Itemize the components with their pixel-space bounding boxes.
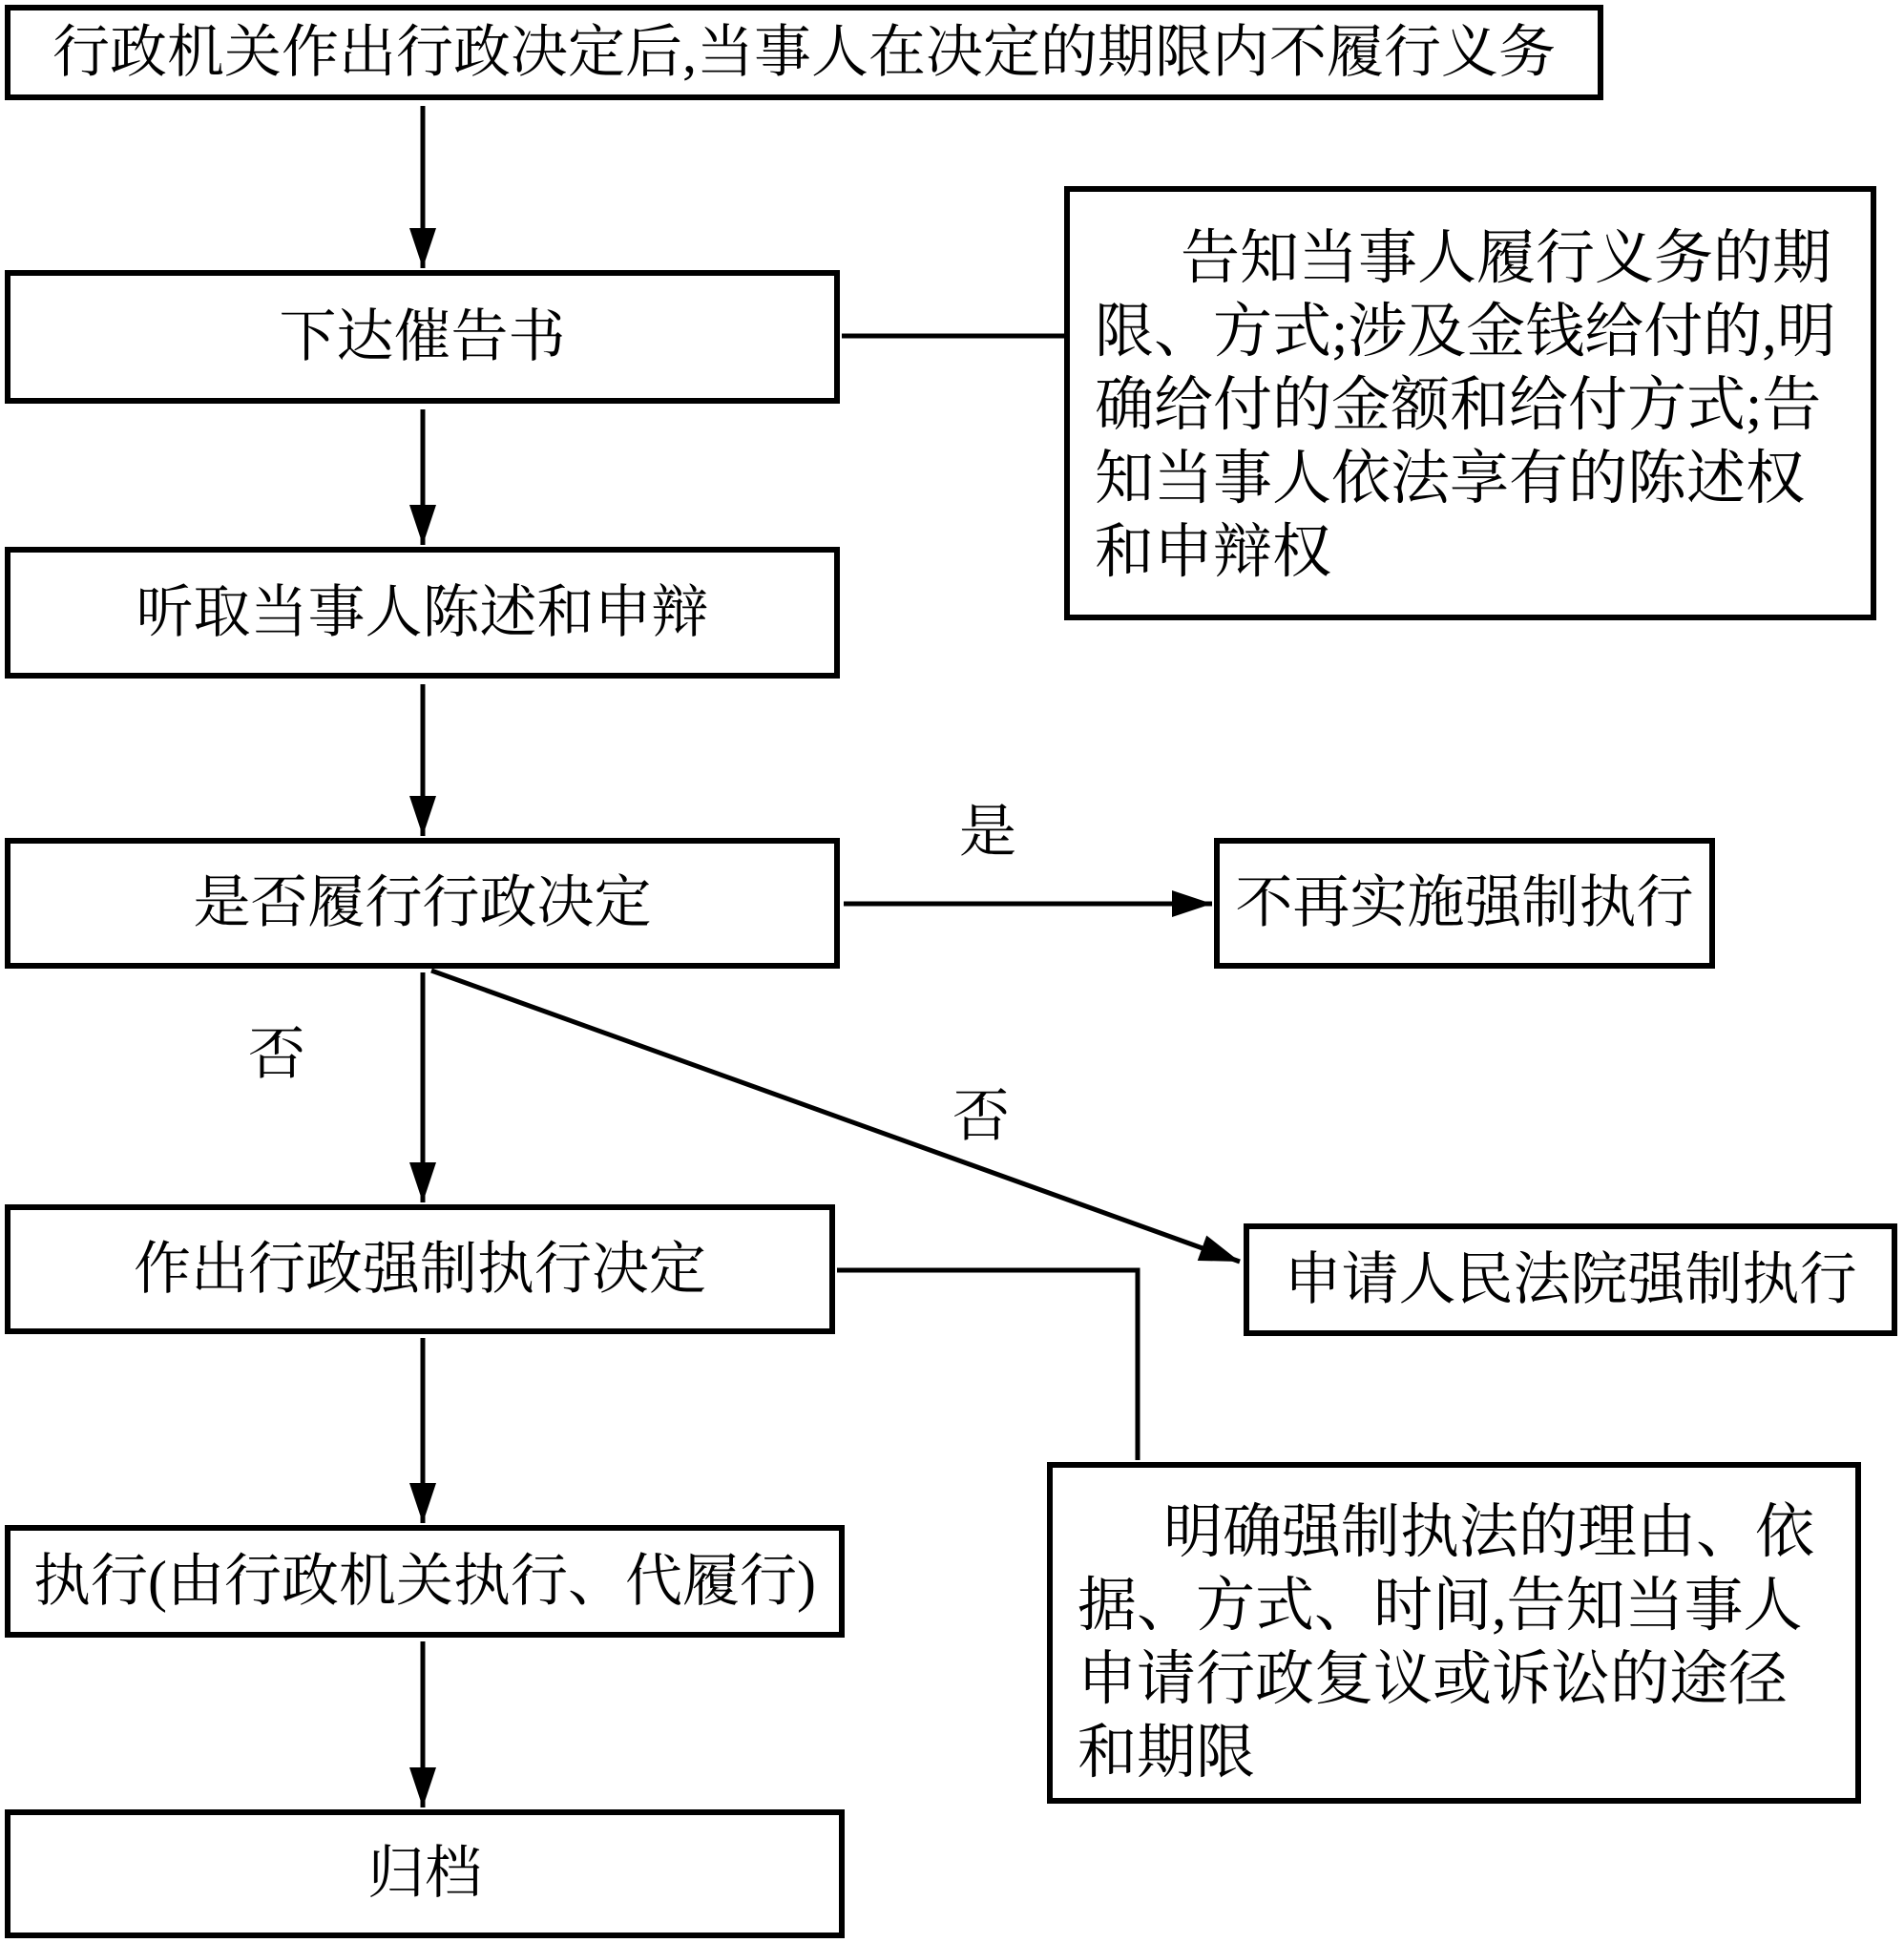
node-apply-court: [1244, 1223, 1897, 1336]
edge-label-no-down: 否: [248, 1023, 305, 1086]
node-notice-enforcement-details: [1047, 1462, 1861, 1804]
node-no-enforcement: [1214, 838, 1715, 969]
notice-line: 申请行政复议或诉讼的途径: [1078, 1647, 1789, 1712]
notice-line: 和期限: [1078, 1721, 1256, 1786]
node-notice-obligation: [1064, 186, 1876, 620]
edge-zuochu-to-notice2: [837, 1270, 1138, 1460]
notice-line: 限、方式;涉及金钱给付的,明: [1095, 300, 1836, 365]
node-issue-urging-letter: [5, 270, 840, 404]
node-no-enforcement-label: 不再实施强制执行: [1235, 871, 1694, 934]
node-execute-label: 执行(由行政机关执行、代履行): [33, 1549, 816, 1613]
edge-label-no-court: 否: [952, 1085, 1010, 1148]
node-make-enforcement-decision: [5, 1204, 835, 1334]
node-decision-fulfilled: [5, 838, 840, 969]
node-execute: [5, 1525, 845, 1638]
notice-line: 知当事人依法享有的陈述权: [1095, 447, 1806, 512]
node-start-label: 行政机关作出行政决定后,当事人在决定的期限内不履行义务: [52, 20, 1556, 84]
notice-line: 告知当事人履行义务的期: [1181, 226, 1832, 291]
notice-line: 和申辩权: [1095, 520, 1332, 585]
notice-line: 明确强制执法的理由、依: [1163, 1500, 1815, 1565]
node-archive: [5, 1809, 845, 1938]
notice-line: 确给付的金额和给付方式;告: [1095, 373, 1822, 438]
node-issue-urging-letter-label: 下达催告书: [279, 304, 566, 368]
node-archive-label: 归档: [367, 1842, 482, 1905]
node-hear-statement: [5, 547, 840, 679]
edge-label-yes: 是: [959, 801, 1016, 864]
node-make-enforcement-decision-label: 作出行政强制执行决定: [134, 1237, 706, 1301]
node-hear-statement-label: 听取当事人陈述和申辩: [136, 580, 709, 644]
node-start: [5, 5, 1603, 100]
notice-line: 据、方式、时间,告知当事人: [1078, 1574, 1803, 1639]
node-apply-court-label: 申请人民法院强制执行: [1284, 1247, 1857, 1311]
node-decision-fulfilled-label: 是否履行行政决定: [193, 871, 652, 934]
